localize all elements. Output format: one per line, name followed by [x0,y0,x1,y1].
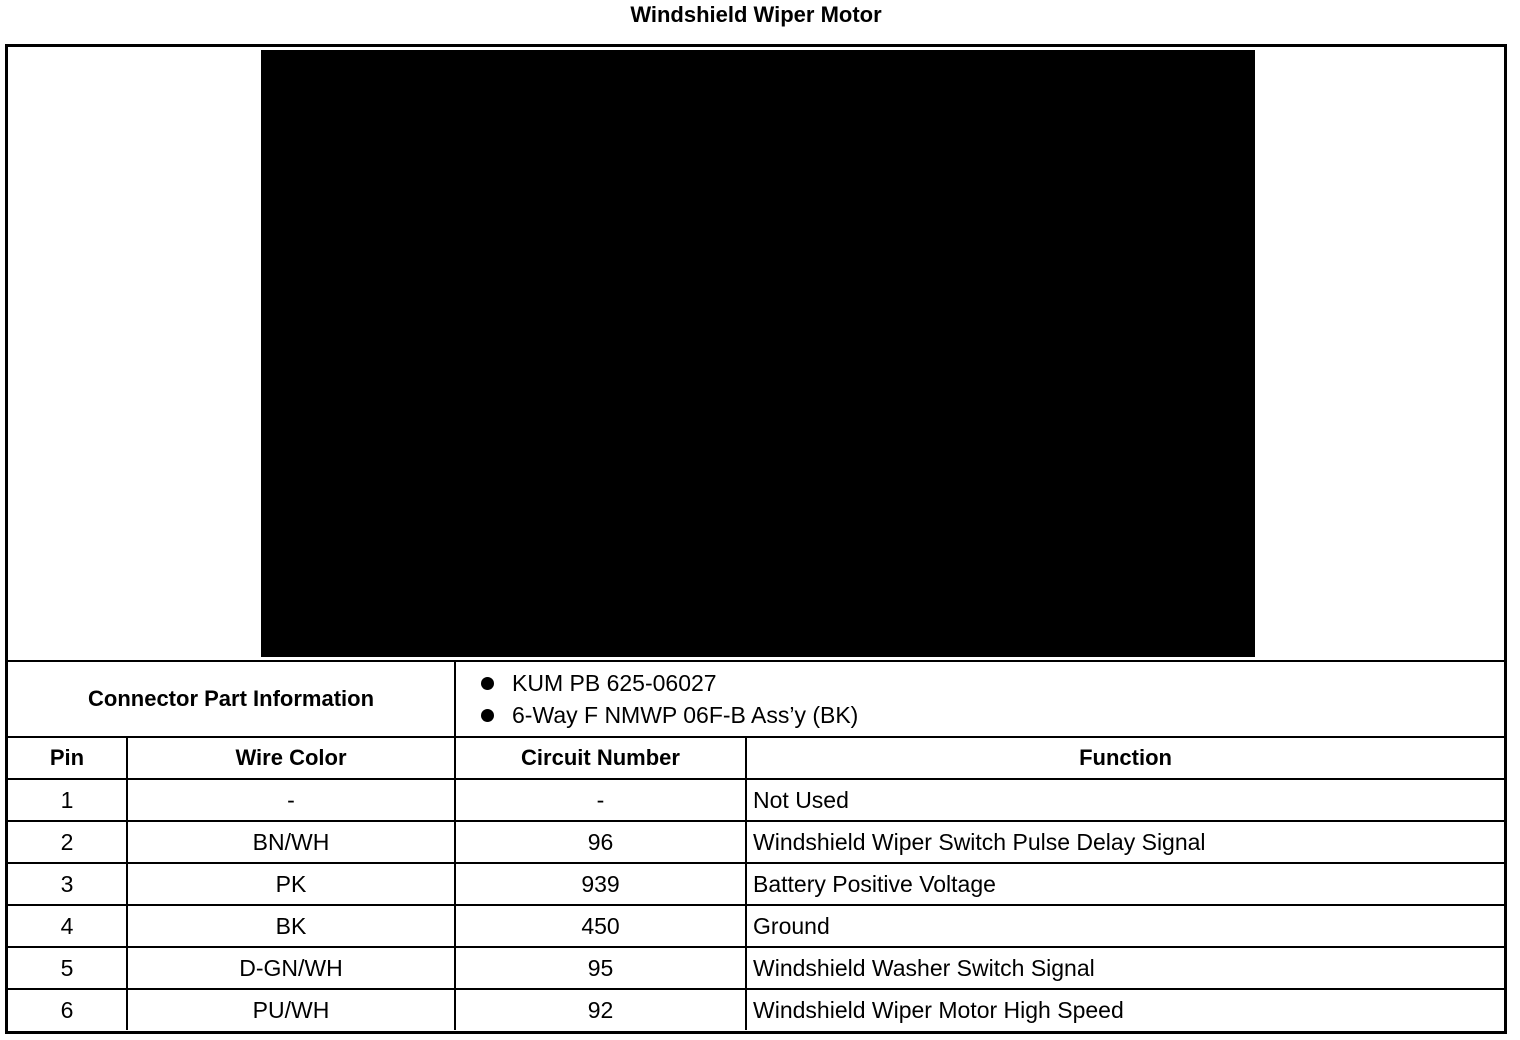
connector-image [261,50,1255,657]
wire-color-cell: PU/WH [127,989,455,1030]
function-cell: Not Used [746,779,1504,821]
table-row [8,863,1504,905]
connector-end-view-frame [5,44,1507,1034]
bullet-icon [481,709,494,722]
pinout-table [8,662,1504,1030]
bullet-icon [481,677,494,690]
pin-cell: 2 [8,821,127,863]
circuit-cell: 96 [455,821,746,863]
table-header-row [8,737,1504,779]
pin-cell: 1 [8,779,127,821]
circuit-cell: 95 [455,947,746,989]
table-row [8,947,1504,989]
header-wire-color: Wire Color [127,737,455,779]
circuit-cell: - [455,779,746,821]
connector-info-parts [455,662,1504,737]
header-circuit-number: Circuit Number [455,737,746,779]
circuit-cell: 92 [455,989,746,1030]
function-cell: Battery Positive Voltage [746,863,1504,905]
connector-image-area [8,47,1504,662]
part-item [478,699,1504,731]
wire-color-cell: - [127,779,455,821]
table-row [8,905,1504,947]
connector-info-row [8,662,1504,737]
part-text: 6-Way F NMWP 06F-B Ass’y (BK) [512,702,859,728]
wire-color-cell: D-GN/WH [127,947,455,989]
function-cell: Ground [746,905,1504,947]
wire-color-cell: BK [127,905,455,947]
table-row [8,989,1504,1030]
part-item [478,667,1504,699]
part-text: KUM PB 625-06027 [512,670,717,696]
page-title: Windshield Wiper Motor [630,2,882,27]
connector-info-label: Connector Part Information [8,662,455,737]
wire-color-cell: PK [127,863,455,905]
pin-cell: 4 [8,905,127,947]
wire-color-cell: BN/WH [127,821,455,863]
header-function: Function [746,737,1504,779]
function-cell: Windshield Washer Switch Signal [746,947,1504,989]
pin-cell: 6 [8,989,127,1030]
header-pin: Pin [8,737,127,779]
pin-cell: 3 [8,863,127,905]
pin-cell: 5 [8,947,127,989]
circuit-cell: 939 [455,863,746,905]
function-cell: Windshield Wiper Motor High Speed [746,989,1504,1030]
table-row [8,821,1504,863]
function-cell: Windshield Wiper Switch Pulse Delay Signal [746,821,1504,863]
table-row [8,779,1504,821]
circuit-cell: 450 [455,905,746,947]
